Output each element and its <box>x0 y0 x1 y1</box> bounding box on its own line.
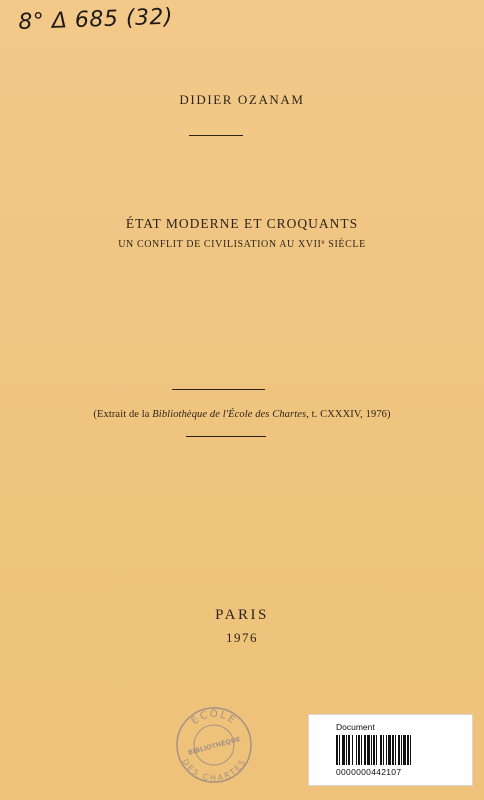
svg-text:DES CHARTES <box>180 757 247 782</box>
barcode-number: 0000000442107 <box>336 767 402 777</box>
document-title: ÉTAT MODERNE ET CROQUANTS <box>125 216 359 231</box>
extract-note <box>0 409 484 420</box>
extract-text-end: , t. CXXXIV, 1976) <box>306 409 391 420</box>
subtitle-text-end: SIÈCLE <box>325 239 366 250</box>
stamp-text-middle: BIBLIOTHÈQUE <box>187 735 242 757</box>
document-subtitle <box>0 238 484 250</box>
barcode-bars <box>336 735 444 765</box>
author-name: DIDIER OZANAM <box>179 92 305 107</box>
publication-city: PARIS <box>215 607 269 623</box>
extract-text-start: (Extrait de la <box>93 409 153 420</box>
subtitle-superscript: e <box>321 238 326 246</box>
divider-extract-top <box>172 389 265 390</box>
extract-journal-title: Bibliothèque de l'École des Chartes <box>152 409 307 420</box>
library-stamp <box>174 705 254 785</box>
stamp-text-bottom: DES CHARTES <box>180 757 248 783</box>
subtitle-text: UN CONFLIT DE CIVILISATION AU XVII <box>118 239 322 250</box>
barcode-kind: Document <box>336 722 375 732</box>
divider-extract-bottom <box>186 436 266 437</box>
stamp-text-top: ÉCOLE <box>189 708 239 728</box>
handwritten-shelfmark: 8° Δ 685 (32) <box>18 4 174 35</box>
divider-author <box>189 135 243 136</box>
publication-year: 1976 <box>226 630 258 645</box>
barcode-label <box>308 714 473 786</box>
